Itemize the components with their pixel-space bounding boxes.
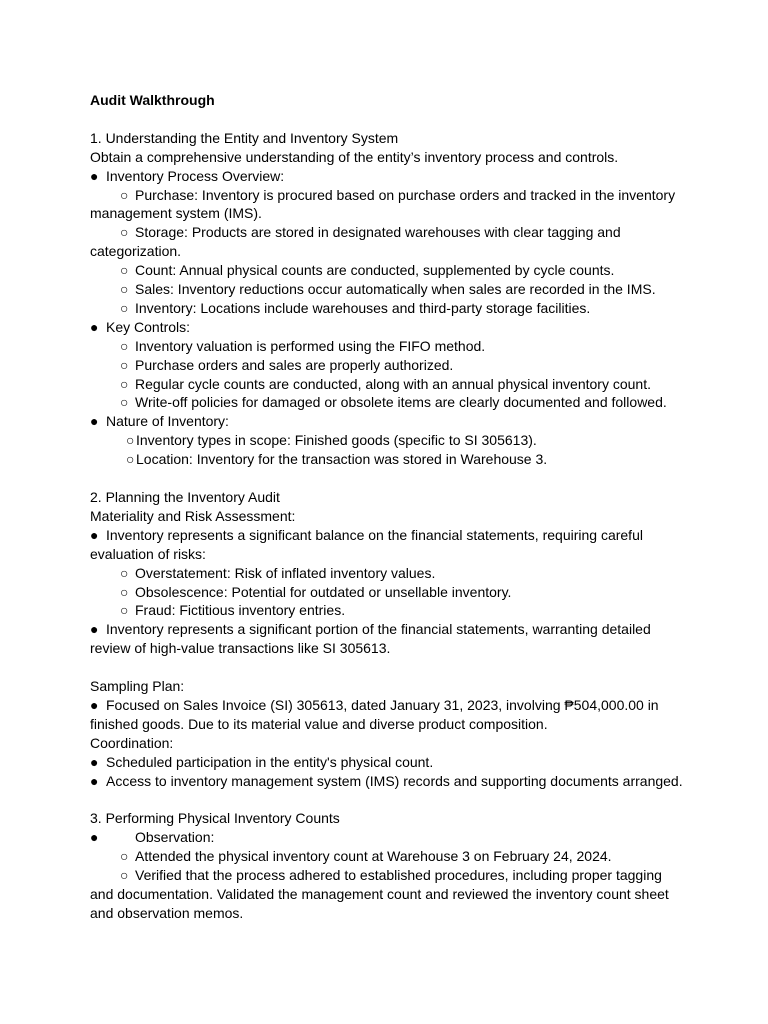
circle-bullet-icon: ○ — [120, 262, 129, 279]
list-item: ● Key Controls: — [90, 318, 191, 335]
circle-bullet-icon: ○ — [120, 602, 129, 619]
list-item-continuation: and observation memos. — [90, 904, 244, 921]
list-item-continuation: evaluation of risks: — [90, 545, 206, 562]
circle-bullet-icon: ○ — [120, 867, 129, 884]
list-item: ○ Inventory types in scope: Finished goods (specific to SI 305613). — [126, 432, 537, 449]
circle-bullet-icon: ○ — [120, 356, 129, 373]
circle-bullet-icon: ○ — [120, 186, 129, 203]
bullet-icon: ● — [90, 526, 99, 543]
list-item: ○ Attended the physical inventory count at Warehouse 3 on February 24, 2024. — [120, 848, 612, 865]
subheading: Materiality and Risk Assessment: — [90, 507, 296, 524]
list-item: ○ Inventory valuation is performed using the FIFO method. — [120, 337, 486, 354]
spacer — [90, 469, 690, 488]
list-item: ○ Overstatement: Risk of inflated inventory values. — [120, 564, 436, 581]
list-item: ○ Location: Inventory for the transaction was stored in Warehouse 3. — [126, 451, 548, 468]
circle-bullet-icon: ○ — [120, 299, 129, 316]
circle-bullet-icon: ○ — [120, 848, 129, 865]
bullet-icon: ● — [90, 829, 99, 846]
spacer — [90, 790, 690, 809]
list-item: ● Access to inventory management system (IMS) records and supporting documents arranged. — [90, 772, 683, 789]
list-item: ● Inventory represents a significant portion of the financial statements, warranting detailed — [90, 621, 651, 638]
list-item: ○ Fraud: Fictitious inventory entries. — [120, 602, 346, 619]
circle-bullet-icon: ○ — [120, 281, 129, 298]
list-item-continuation: and documentation. Validated the management count and reviewed the inventory count sheet — [90, 886, 669, 902]
subheading: Sampling Plan: — [90, 678, 185, 695]
circle-bullet-icon: ○ — [120, 337, 129, 354]
bullet-icon: ● — [90, 621, 99, 638]
list-item: ○ Write-off policies for damaged or obsolete items are clearly documented and followed. — [120, 394, 667, 411]
section-3-heading: 3. Performing Physical Inventory Counts — [90, 810, 340, 827]
list-item: ● Nature of Inventory: — [90, 413, 229, 430]
list-item: ● Scheduled participation in the entity's physical count. — [90, 753, 434, 770]
section-1-heading: 1. Understanding the Entity and Inventory System — [90, 129, 399, 146]
list-item-continuation: review of high-value transactions like SI 305613. — [90, 640, 391, 657]
list-item: ● Focused on Sales Invoice (SI) 305613, dated January 31, 2023, involving ₱504,000.00 in — [90, 696, 659, 713]
list-item: ● Observation: — [90, 829, 215, 846]
section-1-intro: Obtain a comprehensive understanding of the entity’s inventory process and controls. — [90, 148, 619, 165]
document-body — [90, 91, 690, 923]
list-item-continuation: management system (IMS). — [90, 205, 262, 222]
circle-bullet-icon: ○ — [126, 451, 135, 468]
bullet-icon: ● — [90, 753, 99, 770]
list-item-continuation: categorization. — [90, 243, 182, 260]
list-item: ○ Purchase: Inventory is procured based on purchase orders and tracked in the inventory — [120, 186, 676, 203]
list-item: ● Inventory Process Overview: — [90, 167, 285, 184]
list-item: ○ Inventory: Locations include warehouses and third-party storage facilities. — [120, 299, 591, 316]
list-item: ○ Storage: Products are stored in designated warehouses with clear tagging and — [120, 224, 621, 241]
list-item-continuation: finished goods. Due to its material value and diverse product composition. — [90, 715, 548, 732]
spacer — [90, 110, 690, 129]
section-2-heading: 2. Planning the Inventory Audit — [90, 489, 280, 505]
list-item: ○ Count: Annual physical counts are conducted, supplemented by cycle counts. — [120, 262, 615, 279]
bullet-icon: ● — [90, 696, 99, 713]
circle-bullet-icon: ○ — [126, 432, 135, 449]
subheading: Coordination: — [90, 734, 174, 751]
document-title: Audit Walkthrough — [90, 92, 215, 108]
circle-bullet-icon: ○ — [120, 583, 129, 600]
circle-bullet-icon: ○ — [120, 375, 129, 392]
list-item: ○ Regular cycle counts are conducted, along with an annual physical inventory count. — [120, 375, 651, 392]
list-item: ○ Sales: Inventory reductions occur automatically when sales are recorded in the IMS. — [120, 281, 656, 298]
bullet-icon: ● — [90, 772, 99, 789]
list-item: ○ Verified that the process adhered to established procedures, including proper tagging — [120, 867, 662, 884]
list-item: ○ Obsolescence: Potential for outdated or unsellable inventory. — [120, 583, 512, 600]
bullet-icon: ● — [90, 413, 99, 430]
list-item: ○ Purchase orders and sales are properly authorized. — [120, 356, 454, 373]
bullet-icon: ● — [90, 167, 99, 184]
spacer — [90, 658, 690, 677]
circle-bullet-icon: ○ — [120, 564, 129, 581]
list-item: ● Inventory represents a significant balance on the financial statements, requiring careful — [90, 526, 643, 543]
circle-bullet-icon: ○ — [120, 394, 129, 411]
circle-bullet-icon: ○ — [120, 224, 129, 241]
bullet-icon: ● — [90, 318, 99, 335]
